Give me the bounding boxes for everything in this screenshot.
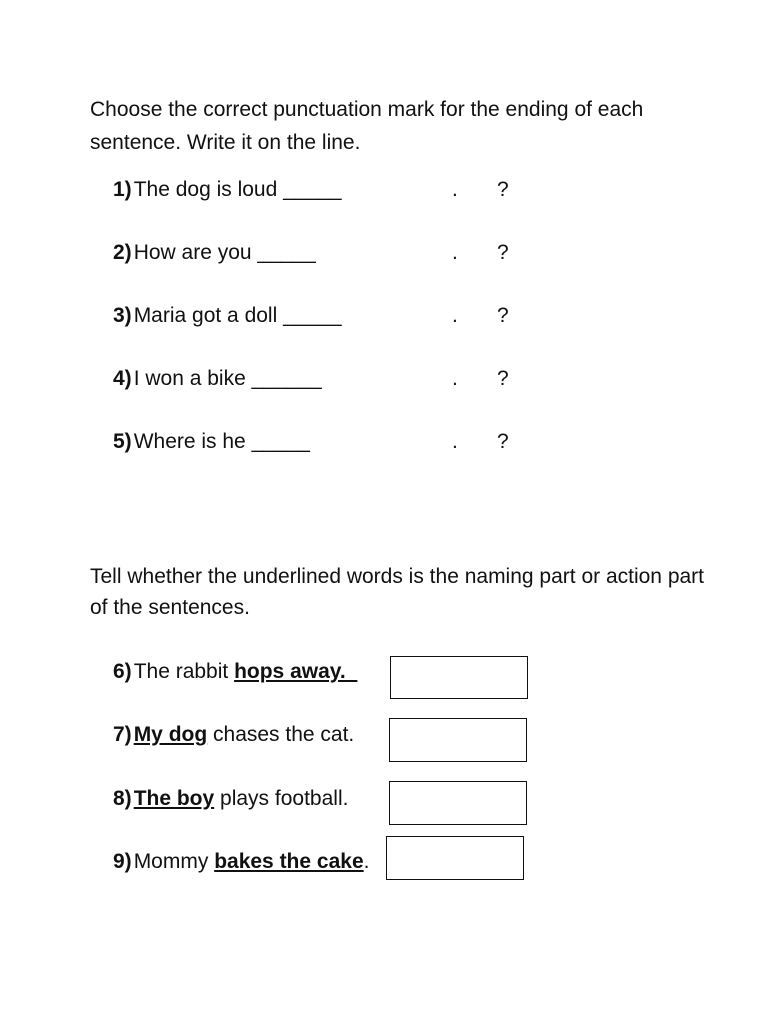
naming-action-instructions: Tell whether the underlined words is the naming part or action part of the sentences. bbox=[90, 565, 705, 619]
answer-box-9[interactable] bbox=[386, 836, 524, 880]
option-question-1[interactable]: ? bbox=[497, 178, 509, 201]
question-5 bbox=[113, 429, 310, 455]
question-text: How are you bbox=[133, 241, 258, 264]
option-period-4[interactable]: . bbox=[452, 367, 458, 390]
question-4 bbox=[113, 366, 322, 392]
question-number: 4) bbox=[113, 367, 132, 390]
option-period-1[interactable]: . bbox=[452, 178, 458, 201]
question-text: I won a bike bbox=[133, 367, 252, 390]
question-9 bbox=[113, 849, 369, 875]
question-number: 9) bbox=[113, 850, 132, 873]
answer-box-7[interactable] bbox=[389, 718, 527, 762]
sentence-before: The rabbit bbox=[133, 660, 235, 683]
question-text: Maria got a doll bbox=[133, 304, 284, 327]
question-text: The dog is loud bbox=[133, 178, 284, 201]
question-8 bbox=[113, 786, 348, 812]
question-number: 7) bbox=[113, 723, 132, 746]
underlined-words: bakes the cake bbox=[214, 850, 364, 873]
question-number: 8) bbox=[113, 787, 132, 810]
answer-box-6[interactable] bbox=[390, 656, 528, 699]
underlined-words: hops away. bbox=[234, 660, 358, 683]
answer-blank[interactable]: _____ bbox=[283, 304, 342, 327]
option-period-2[interactable]: . bbox=[452, 241, 458, 264]
answer-blank[interactable]: _____ bbox=[251, 430, 310, 453]
option-question-4[interactable]: ? bbox=[497, 367, 509, 390]
question-number: 5) bbox=[113, 430, 132, 453]
question-7 bbox=[113, 722, 354, 748]
option-period-3[interactable]: . bbox=[452, 304, 458, 327]
question-2 bbox=[113, 240, 316, 266]
option-question-2[interactable]: ? bbox=[497, 241, 509, 264]
answer-box-8[interactable] bbox=[389, 781, 527, 825]
question-1 bbox=[113, 177, 342, 203]
question-number: 6) bbox=[113, 660, 132, 683]
answer-blank[interactable]: _____ bbox=[283, 178, 342, 201]
question-number: 3) bbox=[113, 304, 132, 327]
sentence-before: Mommy bbox=[133, 850, 215, 873]
underlined-words: The boy bbox=[133, 787, 215, 810]
answer-blank[interactable]: _____ bbox=[257, 241, 316, 264]
option-question-3[interactable]: ? bbox=[497, 304, 509, 327]
sentence-after: plays football. bbox=[214, 787, 349, 810]
question-number: 2) bbox=[113, 241, 132, 264]
answer-blank[interactable]: ______ bbox=[251, 367, 322, 390]
option-question-5[interactable]: ? bbox=[497, 430, 509, 453]
sentence-after: chases the cat. bbox=[207, 723, 355, 746]
sentence-after: . bbox=[363, 850, 370, 873]
question-text: Where is he bbox=[133, 430, 252, 453]
option-period-5[interactable]: . bbox=[452, 430, 458, 453]
question-6 bbox=[113, 659, 357, 685]
question-number: 1) bbox=[113, 178, 132, 201]
punctuation-instructions: Choose the correct punctuation mark for the ending of each sentence. Write it on the line. bbox=[90, 98, 644, 154]
question-3 bbox=[113, 303, 342, 329]
underlined-words: My dog bbox=[133, 723, 208, 746]
